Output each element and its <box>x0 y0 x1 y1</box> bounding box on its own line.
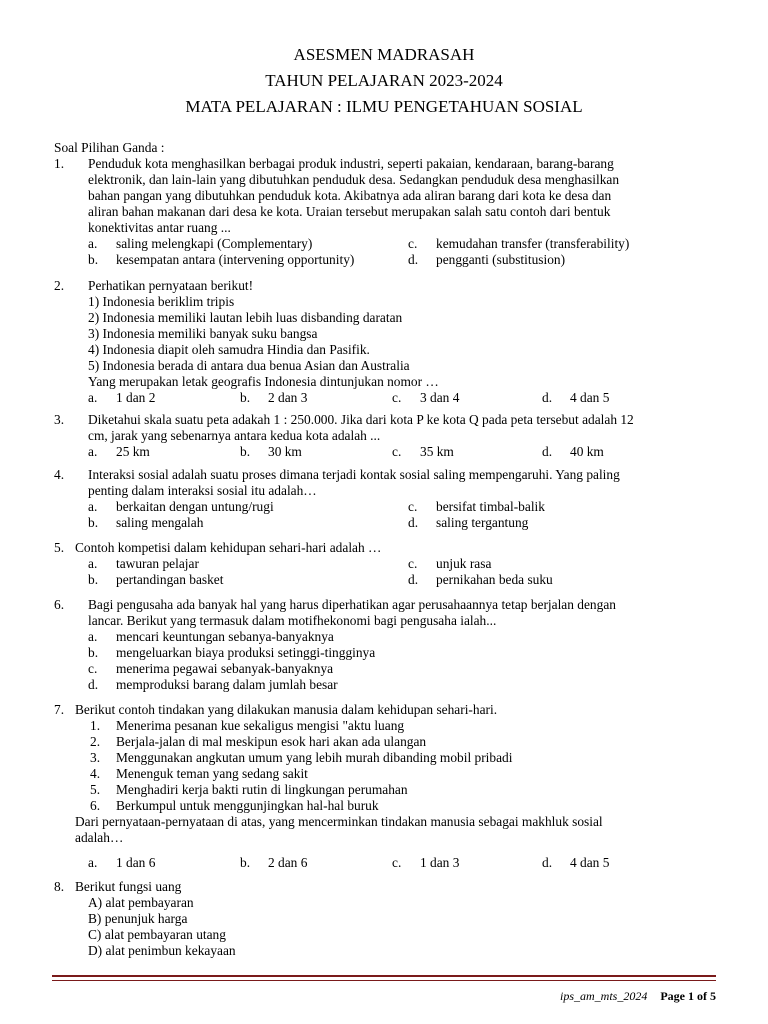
option-letter: a. <box>88 556 98 571</box>
option-letter: a. <box>88 629 98 644</box>
question-text-line: Bagi pengusaha ada banyak hal yang harus diperhatikan agar perusahaannya tetap berjalan dengan <box>88 597 616 612</box>
question-number: 5. <box>54 540 65 555</box>
option-letter: a. <box>88 444 98 459</box>
question-number: 4. <box>54 467 65 482</box>
question-text-line: elektronik, dan lain-lain yang dibutuhkan penduduk desa. Sedangkan penduduk desa menghasilkan <box>88 172 620 187</box>
option-text: 2 dan 3 <box>268 390 308 405</box>
option-letter: b. <box>240 855 251 870</box>
option-text: mengeluarkan biaya produksi setinggi-tingginya <box>116 645 376 660</box>
question-text-line: 1) Indonesia beriklim tripis <box>88 294 235 309</box>
question-text-line: Berikut contoh tindakan yang dilakukan manusia dalam kehidupan sehari-hari. <box>75 702 498 717</box>
exam-title: ASESMEN MADRASAH <box>293 45 475 64</box>
option-letter: d. <box>542 390 553 405</box>
question-text-line: lancar. Berikut yang termasuk dalam motifhekonomi bagi pengusaha ialah... <box>88 613 497 628</box>
footer-rule-thin <box>52 980 716 981</box>
footer-filename: ips_am_mts_2024 <box>560 989 648 1003</box>
question-text-line: adalah… <box>75 830 124 845</box>
footer-rule-thick <box>52 975 716 977</box>
option-text: berkaitan dengan untung/rugi <box>116 499 274 514</box>
question-number: 6. <box>54 597 65 612</box>
option-text: kesempatan antara (intervening opportunity) <box>116 252 355 267</box>
question-number: 2. <box>54 278 65 293</box>
academic-year: TAHUN PELAJARAN 2023-2024 <box>265 71 503 90</box>
option-text: pertandingan basket <box>116 572 224 587</box>
option-text: 4 dan 5 <box>570 390 610 405</box>
question-text-line: Yang merupakan letak geografis Indonesia dintunjukan nomor … <box>88 374 439 389</box>
statement-number: 4. <box>90 766 101 781</box>
option-letter: c. <box>392 855 402 870</box>
statement-number: 5. <box>90 782 101 797</box>
option-letter: a. <box>88 390 98 405</box>
option-letter: b. <box>240 390 251 405</box>
question-text-line: 2) Indonesia memiliki lautan lebih luas disbanding daratan <box>88 310 403 325</box>
option-text: mencari keuntungan sebanya-banyaknya <box>116 629 334 644</box>
question-text-line: Interaksi sosial adalah suatu proses dimana terjadi kontak sosial saling mempengaruhi. Yang paling <box>88 467 620 482</box>
question-text-line: Penduduk kota menghasilkan berbagai produk industri, seperti pakaian, kendaraan, barang-barang <box>88 156 614 171</box>
question-number: 7. <box>54 702 65 717</box>
option-letter: d. <box>408 252 419 267</box>
statement-number: 2. <box>90 734 101 749</box>
option-text: bersifat timbal-balik <box>436 499 545 514</box>
option-text: 3 dan 4 <box>420 390 460 405</box>
statement-text: Menenguk teman yang sedang sakit <box>116 766 308 781</box>
question-text-line: aliran bahan makanan dari desa ke kota. Uraian tersebut merupakan salah satu contoh dari bentuk <box>88 204 611 219</box>
option-letter: d. <box>408 515 419 530</box>
question-number: 1. <box>54 156 65 171</box>
option-letter: d. <box>408 572 419 587</box>
option-text: memproduksi barang dalam jumlah besar <box>116 677 338 692</box>
sub-statement: C) alat pembayaran utang <box>88 927 226 942</box>
option-text: saling melengkapi (Complementary) <box>116 236 313 251</box>
option-text: unjuk rasa <box>436 556 492 571</box>
sub-statement: A) alat pembayaran <box>88 895 194 910</box>
option-letter: b. <box>88 252 99 267</box>
option-text: saling tergantung <box>436 515 529 530</box>
statement-text: Menggunakan angkutan umum yang lebih murah dibanding mobil pribadi <box>116 750 513 765</box>
option-letter: a. <box>88 499 98 514</box>
option-text: 4 dan 5 <box>570 855 610 870</box>
statement-text: Berkumpul untuk menggunjingkan hal-hal buruk <box>116 798 379 813</box>
option-text: pengganti (substitusion) <box>436 252 566 267</box>
subject-title: MATA PELAJARAN : ILMU PENGETAHUAN SOSIAL <box>185 97 583 116</box>
statement-number: 1. <box>90 718 101 733</box>
option-text: tawuran pelajar <box>116 556 199 571</box>
option-letter: c. <box>88 661 98 676</box>
question-number: 8. <box>54 879 65 894</box>
option-text: pernikahan beda suku <box>436 572 553 587</box>
question-text-line: Contoh kompetisi dalam kehidupan sehari-hari adalah … <box>75 540 382 555</box>
option-letter: a. <box>88 236 98 251</box>
option-letter: b. <box>88 645 99 660</box>
option-text: 35 km <box>420 444 454 459</box>
statement-text: Berjala-jalan di mal meskipun esok hari akan ada ulangan <box>116 734 427 749</box>
option-text: 1 dan 3 <box>420 855 460 870</box>
option-text: 1 dan 6 <box>116 855 156 870</box>
option-text: menerima pegawai sebanyak-banyaknya <box>116 661 334 676</box>
statement-text: Menerima pesanan kue sekaligus mengisi "aktu luang <box>116 718 405 733</box>
document-header <box>0 42 768 120</box>
option-text: kemudahan transfer (transferability) <box>436 236 630 251</box>
question-text-line: 3) Indonesia memiliki banyak suku bangsa <box>88 326 318 341</box>
question-text-line: cm, jarak yang sebenarnya antara kedua kota adalah ... <box>88 428 381 443</box>
option-letter: d. <box>542 855 553 870</box>
option-letter: b. <box>88 572 99 587</box>
section-label: Soal Pilihan Ganda : <box>54 140 165 155</box>
option-letter: c. <box>408 499 418 514</box>
option-letter: d. <box>542 444 553 459</box>
option-letter: c. <box>392 444 402 459</box>
statement-number: 3. <box>90 750 101 765</box>
question-text-line: Berikut fungsi uang <box>75 879 182 894</box>
question-text-line: Dari pernyataan-pernyataan di atas, yang mencerminkan tindakan manusia sebagai makhluk sosial <box>75 814 603 829</box>
option-letter: c. <box>408 236 418 251</box>
option-letter: b. <box>88 515 99 530</box>
option-text: 30 km <box>268 444 302 459</box>
question-text-line: Perhatikan pernyataan berikut! <box>88 278 254 293</box>
statement-number: 6. <box>90 798 101 813</box>
option-letter: d. <box>88 677 99 692</box>
option-text: saling mengalah <box>116 515 204 530</box>
question-text-line: penting dalam interaksi sosial itu adalah… <box>88 483 317 498</box>
statement-text: Menghadiri kerja bakti rutin di lingkungan perumahan <box>116 782 408 797</box>
option-letter: c. <box>392 390 402 405</box>
option-letter: b. <box>240 444 251 459</box>
option-letter: a. <box>88 855 98 870</box>
sub-statement: B) penunjuk harga <box>88 911 188 926</box>
question-text-line: 5) Indonesia berada di antara dua benua Asian dan Australia <box>88 358 410 373</box>
question-text-line: bahan pangan yang dibutuhkan penduduk kota. Akibatnya ada aliran barang dari kota ke desa dan <box>88 188 612 203</box>
option-letter: c. <box>408 556 418 571</box>
page-footer <box>560 988 716 1004</box>
question-text-line: Diketahui skala suatu peta adakah 1 : 250.000. Jika dari kota P ke kota Q pada peta tersebut adalah 12 <box>88 412 634 427</box>
question-text-line: konektivitas antar ruang ... <box>88 220 231 235</box>
question-text-line: 4) Indonesia diapit oleh samudra Hindia dan Pasifik. <box>88 342 370 357</box>
sub-statement: D) alat penimbun kekayaan <box>88 943 236 958</box>
option-text: 25 km <box>116 444 150 459</box>
option-text: 2 dan 6 <box>268 855 308 870</box>
question-number: 3. <box>54 412 65 427</box>
option-text: 1 dan 2 <box>116 390 156 405</box>
footer-page-number: Page 1 of 5 <box>660 989 716 1003</box>
option-text: 40 km <box>570 444 604 459</box>
